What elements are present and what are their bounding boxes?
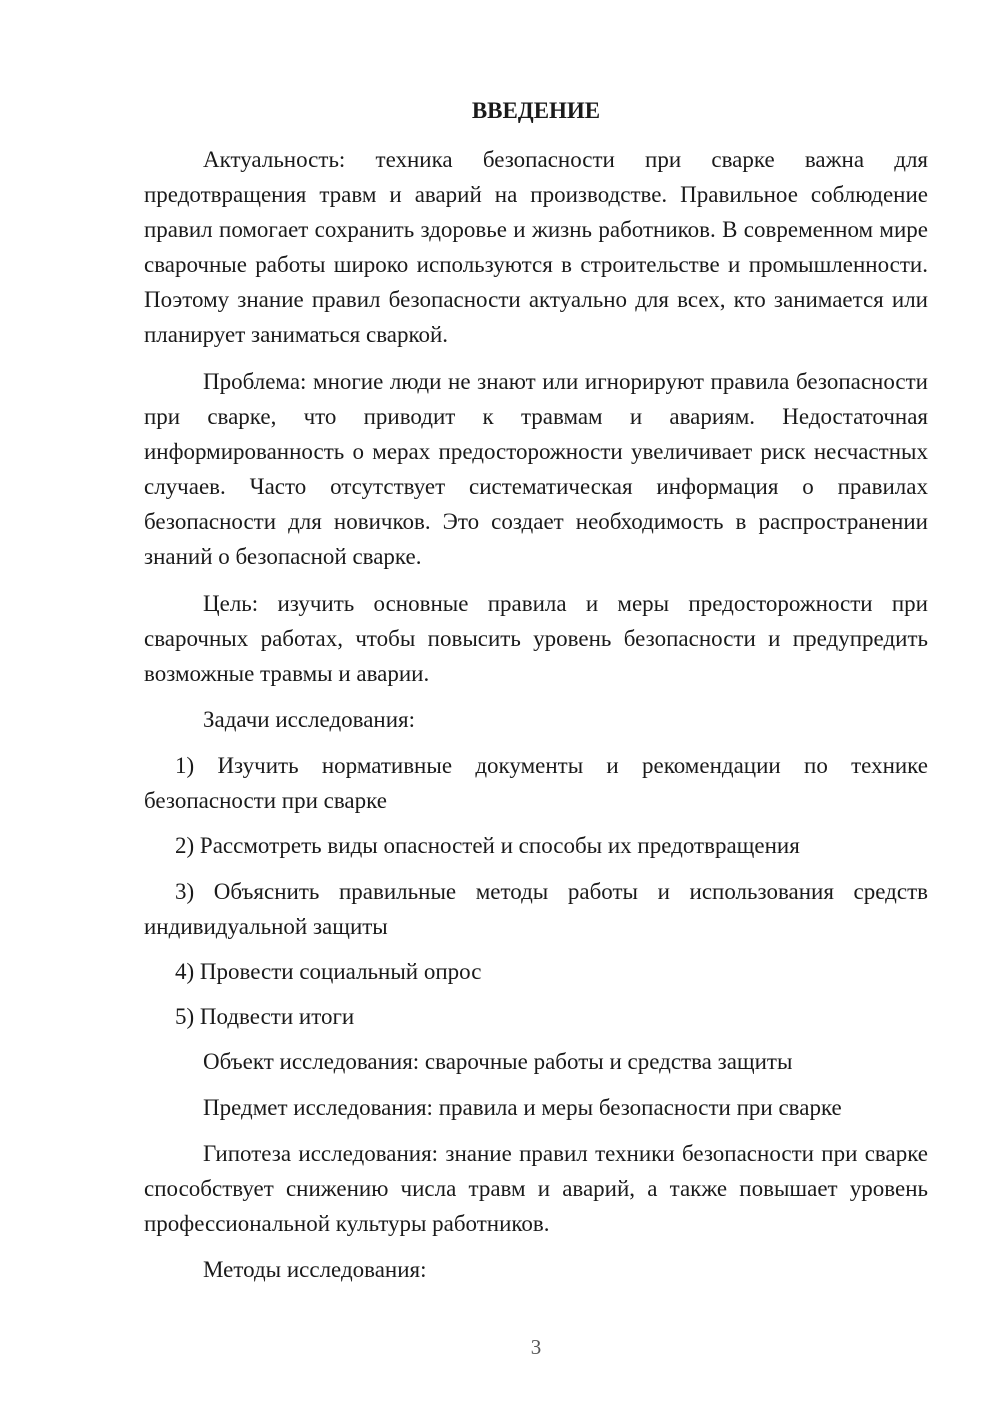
tasks-heading: Задачи исследования:: [203, 707, 416, 732]
methods-heading: Методы исследования:: [203, 1257, 427, 1282]
section-title: ВВЕДЕНИЕ: [471, 98, 601, 123]
research-hypothesis: Гипотеза исследования: знание правил техники безопасности при сварке способствует снижению числа травм и аварий, а также повышает уровень профессиональной культуры работников.: [144, 1141, 928, 1236]
page-number: 3: [530, 1335, 542, 1359]
task-item-4: 4) Провести социальный опрос: [175, 959, 482, 984]
paragraph-goal: Цель: изучить основные правила и меры предосторожности при сварочных работах, чтобы повысить уровень безопасности и предупредить возможные травмы и аварии.: [144, 591, 928, 686]
research-object: Объект исследования: сварочные работы и средства защиты: [203, 1049, 793, 1074]
task-item-1: 1) Изучить нормативные документы и рекомендации по технике безопасности при сварке: [144, 753, 928, 813]
task-item-2: 2) Рассмотреть виды опасностей и способы их предотвращения: [175, 833, 800, 858]
research-subject: Предмет исследования: правила и меры безопасности при сварке: [203, 1095, 842, 1120]
paragraph-relevance: Актуальность: техника безопасности при сварке важна для предотвращения травм и аварий на производстве. Правильное соблюдение правил помогает сохранить здоровье и жизнь работников. В современном мире сварочные работы широко используются в строительстве и промышленности. Поэтому знание правил безопасности актуально для всех, кто занимается или планирует заниматься сваркой.: [144, 147, 928, 347]
paragraph-problem: Проблема: многие люди не знают или игнорируют правила безопасности при сварке, что приводит к травмам и авариям. Недостаточная информированность о мерах предосторожности увеличивает риск несчастных случаев. Часто отсутствует систематическая информация о правилах безопасности для новичков. Это создает необходимость в распространении знаний о безопасной сварке.: [144, 369, 928, 569]
task-item-3: 3) Объяснить правильные методы работы и использования средств индивидуальной защиты: [144, 879, 928, 939]
task-item-5: 5) Подвести итоги: [175, 1004, 355, 1029]
